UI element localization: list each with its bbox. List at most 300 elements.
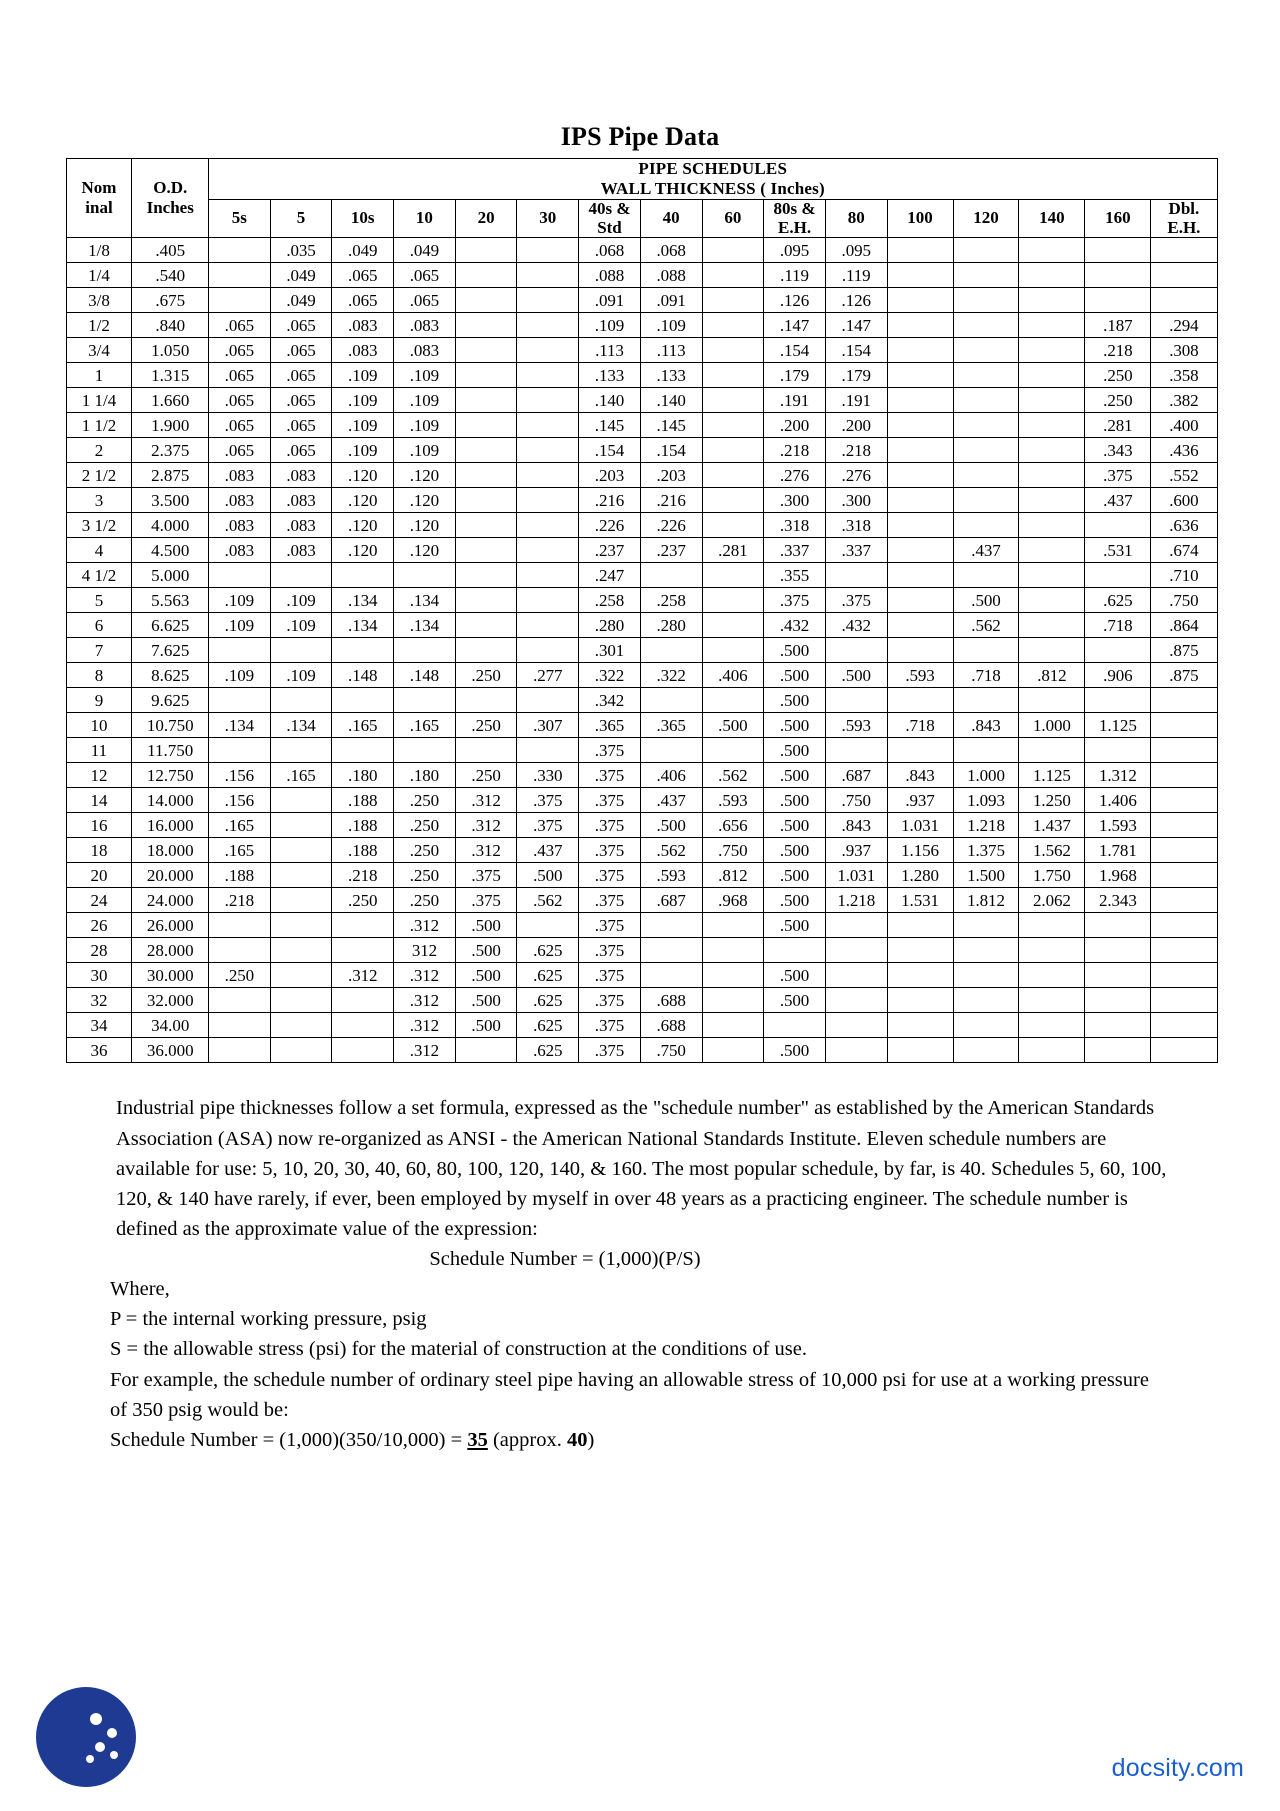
cell-wall-thickness: .065 (209, 313, 271, 338)
cell-wall-thickness: .625 (517, 988, 579, 1013)
table-row (66, 488, 1217, 513)
cell-wall-thickness (702, 638, 764, 663)
cell-wall-thickness (887, 588, 953, 613)
cell-wall-thickness: .300 (764, 488, 826, 513)
cell-wall-thickness: .375 (764, 588, 826, 613)
cell-nominal-size: 32 (66, 988, 132, 1013)
cell-outside-diameter: 20.000 (132, 863, 209, 888)
cell-wall-thickness: .250 (394, 838, 456, 863)
cell-wall-thickness: .145 (640, 413, 702, 438)
cell-wall-thickness (455, 363, 517, 388)
cell-wall-thickness: .375 (579, 1038, 641, 1063)
cell-wall-thickness: .687 (640, 888, 702, 913)
cell-wall-thickness: .718 (953, 663, 1019, 688)
cell-wall-thickness (1019, 513, 1085, 538)
cell-wall-thickness (270, 1038, 332, 1063)
cell-wall-thickness: .180 (332, 763, 394, 788)
header-schedule-140: 140 (1019, 200, 1085, 238)
cell-outside-diameter: 18.000 (132, 838, 209, 863)
cell-wall-thickness: 1.781 (1085, 838, 1151, 863)
cell-wall-thickness: .875 (1151, 638, 1217, 663)
cell-wall-thickness: .656 (702, 813, 764, 838)
cell-wall-thickness: .200 (764, 413, 826, 438)
cell-wall-thickness: .191 (764, 388, 826, 413)
cell-wall-thickness: .308 (1151, 338, 1217, 363)
cell-wall-thickness (1151, 838, 1217, 863)
cell-wall-thickness (887, 313, 953, 338)
cell-wall-thickness: .437 (517, 838, 579, 863)
cell-wall-thickness (517, 488, 579, 513)
cell-wall-thickness: .500 (764, 738, 826, 763)
cell-nominal-size: 1 1/4 (66, 388, 132, 413)
cell-wall-thickness (953, 688, 1019, 713)
cell-wall-thickness: .120 (332, 538, 394, 563)
cell-wall-thickness: .218 (764, 438, 826, 463)
cell-wall-thickness (270, 938, 332, 963)
cell-wall-thickness: .500 (764, 788, 826, 813)
cell-wall-thickness (1019, 988, 1085, 1013)
table-row (66, 363, 1217, 388)
cell-wall-thickness: .179 (825, 363, 887, 388)
cell-wall-thickness: .276 (764, 463, 826, 488)
cell-wall-thickness: .065 (270, 388, 332, 413)
cell-wall-thickness: .318 (825, 513, 887, 538)
paragraph-schedule-explanation: Industrial pipe thicknesses follow a set formula, expressed as the "schedule number" as established by the American Standards Association (ASA) now re-organized as ANSI - the American National Standards Institute. Eleven schedule numbers are available for use: 5, 10, 20, 30, 40, 60, 80, 100, 120, 140, & 160. The most popular schedule, by far, is 40. Schedules 5, 60, 100, 120, & 140 have rarely, if ever, been employed by myself in over 48 years as a practicing engineer. The schedule number is defined as the approximate value of the expression: (116, 1097, 1167, 1240)
cell-wall-thickness: .180 (394, 763, 456, 788)
header-schedule-dbl-line1: Dbl. (1168, 199, 1200, 219)
header-schedule-40s-line2: Std (597, 217, 622, 237)
cell-wall-thickness: .065 (209, 413, 271, 438)
header-pipe-schedules (209, 159, 1217, 200)
cell-wall-thickness: .065 (270, 363, 332, 388)
cell-wall-thickness (702, 738, 764, 763)
cell-wall-thickness (1151, 763, 1217, 788)
cell-wall-thickness: 1.156 (887, 838, 953, 863)
header-schedule-30: 30 (517, 200, 579, 238)
cell-wall-thickness (332, 638, 394, 663)
cell-wall-thickness: .109 (209, 613, 271, 638)
cell-wall-thickness (1151, 888, 1217, 913)
cell-wall-thickness (1019, 1038, 1085, 1063)
cell-wall-thickness (702, 988, 764, 1013)
cell-wall-thickness: .091 (579, 288, 641, 313)
cell-wall-thickness: .375 (825, 588, 887, 613)
table-row (66, 1038, 1217, 1063)
cell-wall-thickness (455, 438, 517, 463)
header-schedule-160: 160 (1085, 200, 1151, 238)
cell-wall-thickness: .258 (579, 588, 641, 613)
cell-wall-thickness (640, 938, 702, 963)
cell-nominal-size: 24 (66, 888, 132, 913)
cell-nominal-size: 1/2 (66, 313, 132, 338)
cell-wall-thickness: .843 (887, 763, 953, 788)
cell-wall-thickness (1151, 713, 1217, 738)
table-row (66, 638, 1217, 663)
cell-wall-thickness (1019, 613, 1085, 638)
header-schedule-80s-eh (764, 200, 826, 238)
cell-wall-thickness (1085, 938, 1151, 963)
table-row (66, 988, 1217, 1013)
cell-wall-thickness: .375 (579, 813, 641, 838)
cell-wall-thickness: .065 (209, 388, 271, 413)
header-schedule-80s-line2: E.H. (778, 217, 812, 237)
cell-wall-thickness: .083 (209, 538, 271, 563)
cell-wall-thickness: 2.343 (1085, 888, 1151, 913)
cell-wall-thickness: .281 (702, 538, 764, 563)
cell-wall-thickness (394, 738, 456, 763)
cell-outside-diameter: 24.000 (132, 888, 209, 913)
cell-nominal-size: 14 (66, 788, 132, 813)
cell-wall-thickness: 1.125 (1085, 713, 1151, 738)
cell-wall-thickness (953, 313, 1019, 338)
cell-wall-thickness (517, 688, 579, 713)
cell-wall-thickness: .083 (270, 538, 332, 563)
cell-wall-thickness: .065 (332, 288, 394, 313)
cell-wall-thickness (1085, 1013, 1151, 1038)
cell-wall-thickness: .531 (1085, 538, 1151, 563)
cell-nominal-size: 11 (66, 738, 132, 763)
cell-nominal-size: 3 (66, 488, 132, 513)
cell-wall-thickness (1085, 988, 1151, 1013)
cell-wall-thickness (455, 288, 517, 313)
cell-wall-thickness: .119 (764, 263, 826, 288)
cell-wall-thickness: .120 (394, 513, 456, 538)
cell-wall-thickness (394, 563, 456, 588)
pipe-data-table-wrapper (63, 158, 1218, 1063)
cell-wall-thickness: .593 (640, 863, 702, 888)
cell-wall-thickness (887, 688, 953, 713)
cell-wall-thickness: .250 (1085, 363, 1151, 388)
table-row (66, 738, 1217, 763)
cell-wall-thickness: .226 (579, 513, 641, 538)
cell-wall-thickness (517, 388, 579, 413)
cell-wall-thickness (702, 938, 764, 963)
cell-wall-thickness: .165 (332, 713, 394, 738)
cell-wall-thickness (1085, 238, 1151, 263)
cell-wall-thickness: .312 (455, 838, 517, 863)
cell-wall-thickness (887, 1038, 953, 1063)
cell-wall-thickness: .500 (455, 938, 517, 963)
cell-nominal-size: 3/8 (66, 288, 132, 313)
cell-wall-thickness: 1.750 (1019, 863, 1085, 888)
cell-wall-thickness: .083 (209, 513, 271, 538)
cell-outside-diameter: 16.000 (132, 813, 209, 838)
cell-wall-thickness (517, 538, 579, 563)
cell-wall-thickness: .191 (825, 388, 887, 413)
cell-wall-thickness: .147 (764, 313, 826, 338)
cell-wall-thickness: 1.500 (953, 863, 1019, 888)
cell-wall-thickness: .500 (764, 663, 826, 688)
cell-wall-thickness (455, 513, 517, 538)
cell-wall-thickness (1085, 563, 1151, 588)
cell-nominal-size: 1 (66, 363, 132, 388)
table-row (66, 763, 1217, 788)
cell-outside-diameter: .540 (132, 263, 209, 288)
cell-wall-thickness (953, 363, 1019, 388)
cell-wall-thickness: .294 (1151, 313, 1217, 338)
cell-wall-thickness: .322 (640, 663, 702, 688)
cell-wall-thickness: .375 (579, 1013, 641, 1038)
cell-wall-thickness: .625 (517, 1038, 579, 1063)
cell-wall-thickness: .119 (825, 263, 887, 288)
cell-wall-thickness: .218 (332, 863, 394, 888)
cell-wall-thickness (1151, 813, 1217, 838)
cell-wall-thickness: 1.000 (1019, 713, 1085, 738)
cell-wall-thickness: .500 (764, 763, 826, 788)
cell-wall-thickness: .247 (579, 563, 641, 588)
cell-wall-thickness: 312 (394, 938, 456, 963)
table-row (66, 838, 1217, 863)
cell-wall-thickness: .065 (332, 263, 394, 288)
cell-wall-thickness: .593 (825, 713, 887, 738)
cell-wall-thickness: .500 (764, 713, 826, 738)
cell-wall-thickness: .343 (1085, 438, 1151, 463)
cell-wall-thickness (517, 613, 579, 638)
cell-wall-thickness (517, 313, 579, 338)
cell-wall-thickness (270, 838, 332, 863)
cell-wall-thickness: .500 (455, 1013, 517, 1038)
cell-wall-thickness: .218 (825, 438, 887, 463)
cell-wall-thickness (1019, 688, 1085, 713)
cell-wall-thickness (1085, 738, 1151, 763)
cell-wall-thickness (1085, 963, 1151, 988)
cell-wall-thickness: .154 (764, 338, 826, 363)
cell-nominal-size: 4 1/2 (66, 563, 132, 588)
cell-wall-thickness: .500 (455, 988, 517, 1013)
docsity-brand-label[interactable]: docsity.com (1111, 1754, 1244, 1782)
cell-wall-thickness (1019, 338, 1085, 363)
cell-wall-thickness: .148 (332, 663, 394, 688)
cell-wall-thickness (887, 988, 953, 1013)
cell-wall-thickness (455, 488, 517, 513)
cell-wall-thickness: .133 (640, 363, 702, 388)
cell-wall-thickness: .049 (332, 238, 394, 263)
cell-wall-thickness: .500 (455, 963, 517, 988)
cell-wall-thickness (702, 913, 764, 938)
cell-wall-thickness (1019, 538, 1085, 563)
cell-wall-thickness: .065 (209, 438, 271, 463)
cell-wall-thickness: 1.312 (1085, 763, 1151, 788)
cell-outside-diameter: 5.000 (132, 563, 209, 588)
cell-outside-diameter: 3.500 (132, 488, 209, 513)
cell-wall-thickness: .812 (702, 863, 764, 888)
cell-wall-thickness: .120 (394, 488, 456, 513)
header-schedule-dbl-line2: E.H. (1167, 217, 1201, 237)
result-suffix-close: ) (587, 1428, 595, 1451)
cell-wall-thickness (825, 938, 887, 963)
cell-wall-thickness (1019, 488, 1085, 513)
cell-wall-thickness: .088 (579, 263, 641, 288)
cell-wall-thickness (1019, 938, 1085, 963)
cell-wall-thickness: .134 (209, 713, 271, 738)
cell-wall-thickness: .437 (640, 788, 702, 813)
cell-wall-thickness (702, 588, 764, 613)
cell-wall-thickness: .593 (702, 788, 764, 813)
cell-wall-thickness (1151, 688, 1217, 713)
cell-outside-diameter: 28.000 (132, 938, 209, 963)
cell-wall-thickness (887, 513, 953, 538)
cell-nominal-size: 34 (66, 1013, 132, 1038)
cell-nominal-size: 7 (66, 638, 132, 663)
cell-wall-thickness (887, 438, 953, 463)
cell-wall-thickness: .109 (332, 438, 394, 463)
cell-wall-thickness (887, 738, 953, 763)
cell-wall-thickness: .906 (1085, 663, 1151, 688)
cell-wall-thickness (1151, 788, 1217, 813)
cell-wall-thickness: .088 (640, 263, 702, 288)
cell-wall-thickness: .500 (517, 863, 579, 888)
cell-wall-thickness: .203 (640, 463, 702, 488)
cell-wall-thickness (455, 638, 517, 663)
cell-wall-thickness: .552 (1151, 463, 1217, 488)
cell-wall-thickness (332, 913, 394, 938)
cell-wall-thickness (1151, 913, 1217, 938)
cell-wall-thickness (953, 388, 1019, 413)
cell-nominal-size: 3 1/2 (66, 513, 132, 538)
cell-nominal-size: 1 1/2 (66, 413, 132, 438)
cell-wall-thickness: .375 (579, 763, 641, 788)
cell-wall-thickness: .562 (702, 763, 764, 788)
cell-wall-thickness: .109 (394, 363, 456, 388)
cell-wall-thickness: .636 (1151, 513, 1217, 538)
cell-wall-thickness (332, 563, 394, 588)
cell-wall-thickness (455, 1038, 517, 1063)
table-row (66, 963, 1217, 988)
cell-wall-thickness (1085, 913, 1151, 938)
cell-wall-thickness (702, 288, 764, 313)
header-nominal-line2: inal (85, 198, 113, 218)
cell-wall-thickness: .562 (517, 888, 579, 913)
cell-wall-thickness: .277 (517, 663, 579, 688)
cell-wall-thickness (394, 688, 456, 713)
cell-nominal-size: 8 (66, 663, 132, 688)
cell-wall-thickness (1151, 1038, 1217, 1063)
cell-nominal-size: 1/8 (66, 238, 132, 263)
cell-wall-thickness: .237 (579, 538, 641, 563)
cell-wall-thickness (702, 1038, 764, 1063)
header-schedule-80: 80 (825, 200, 887, 238)
cell-wall-thickness (209, 738, 271, 763)
result-value: 35 (467, 1428, 488, 1451)
cell-outside-diameter: 12.750 (132, 763, 209, 788)
cell-wall-thickness: .750 (825, 788, 887, 813)
table-row (66, 913, 1217, 938)
cell-wall-thickness (1085, 513, 1151, 538)
header-nominal (66, 159, 132, 238)
cell-wall-thickness (887, 1013, 953, 1038)
cell-wall-thickness (702, 563, 764, 588)
cell-wall-thickness: .068 (579, 238, 641, 263)
table-row (66, 263, 1217, 288)
cell-wall-thickness (1085, 688, 1151, 713)
cell-wall-thickness (702, 463, 764, 488)
definition-s: S = the allowable stress (psi) for the material of construction at the conditions of use. (110, 1338, 807, 1361)
cell-wall-thickness (953, 413, 1019, 438)
cell-wall-thickness (1019, 588, 1085, 613)
cell-wall-thickness (1019, 438, 1085, 463)
cell-wall-thickness: 1.218 (953, 813, 1019, 838)
cell-wall-thickness (517, 588, 579, 613)
cell-wall-thickness: .049 (270, 263, 332, 288)
cell-nominal-size: 20 (66, 863, 132, 888)
cell-wall-thickness: .312 (394, 988, 456, 1013)
cell-wall-thickness: .375 (455, 863, 517, 888)
cell-wall-thickness: .600 (1151, 488, 1217, 513)
example-result (110, 1425, 1170, 1455)
cell-wall-thickness: .500 (764, 988, 826, 1013)
cell-wall-thickness: 1.375 (953, 838, 1019, 863)
cell-wall-thickness (332, 938, 394, 963)
cell-wall-thickness: .688 (640, 1013, 702, 1038)
cell-outside-diameter: .675 (132, 288, 209, 313)
cell-outside-diameter: 2.375 (132, 438, 209, 463)
cell-wall-thickness (953, 1013, 1019, 1038)
cell-wall-thickness: .065 (270, 438, 332, 463)
header-od-line1: O.D. (153, 178, 188, 198)
cell-wall-thickness (1019, 738, 1085, 763)
cell-wall-thickness: .968 (702, 888, 764, 913)
cell-wall-thickness: .133 (579, 363, 641, 388)
cell-wall-thickness (332, 688, 394, 713)
cell-wall-thickness: 1.000 (953, 763, 1019, 788)
cell-wall-thickness: .330 (517, 763, 579, 788)
cell-outside-diameter: 34.00 (132, 1013, 209, 1038)
cell-wall-thickness: 1.093 (953, 788, 1019, 813)
cell-wall-thickness: .382 (1151, 388, 1217, 413)
cell-outside-diameter: .405 (132, 238, 209, 263)
cell-nominal-size: 28 (66, 938, 132, 963)
cell-outside-diameter: 1.660 (132, 388, 209, 413)
cell-wall-thickness: .134 (394, 613, 456, 638)
cell-wall-thickness: .250 (1085, 388, 1151, 413)
cell-wall-thickness (1151, 863, 1217, 888)
header-wall-thickness-line2: WALL THICKNESS ( Inches) (600, 179, 825, 199)
cell-wall-thickness (517, 413, 579, 438)
cell-wall-thickness: .203 (579, 463, 641, 488)
cell-wall-thickness: .109 (270, 613, 332, 638)
cell-wall-thickness (702, 438, 764, 463)
header-schedule-40s-std (579, 200, 641, 238)
cell-wall-thickness: .237 (640, 538, 702, 563)
cell-wall-thickness: 1.593 (1085, 813, 1151, 838)
cell-wall-thickness: .312 (332, 963, 394, 988)
cell-wall-thickness (394, 638, 456, 663)
cell-wall-thickness: .500 (953, 588, 1019, 613)
cell-wall-thickness: .250 (394, 863, 456, 888)
cell-wall-thickness (702, 963, 764, 988)
cell-nominal-size: 12 (66, 763, 132, 788)
cell-wall-thickness: .500 (702, 713, 764, 738)
table-row (66, 788, 1217, 813)
cell-wall-thickness: .216 (640, 488, 702, 513)
cell-wall-thickness: .750 (640, 1038, 702, 1063)
cell-wall-thickness: .065 (270, 313, 332, 338)
cell-wall-thickness: .625 (1085, 588, 1151, 613)
cell-wall-thickness: .083 (394, 338, 456, 363)
cell-nominal-size: 3/4 (66, 338, 132, 363)
cell-wall-thickness: .109 (579, 313, 641, 338)
cell-wall-thickness: .500 (825, 663, 887, 688)
cell-wall-thickness: .165 (209, 813, 271, 838)
cell-wall-thickness (455, 313, 517, 338)
cell-wall-thickness (702, 488, 764, 513)
cell-wall-thickness (953, 938, 1019, 963)
cell-wall-thickness: .875 (1151, 663, 1217, 688)
cell-wall-thickness: .154 (640, 438, 702, 463)
header-schedule-40s-line1: 40s & (588, 199, 631, 219)
cell-wall-thickness: .812 (1019, 663, 1085, 688)
cell-wall-thickness: .065 (270, 338, 332, 363)
